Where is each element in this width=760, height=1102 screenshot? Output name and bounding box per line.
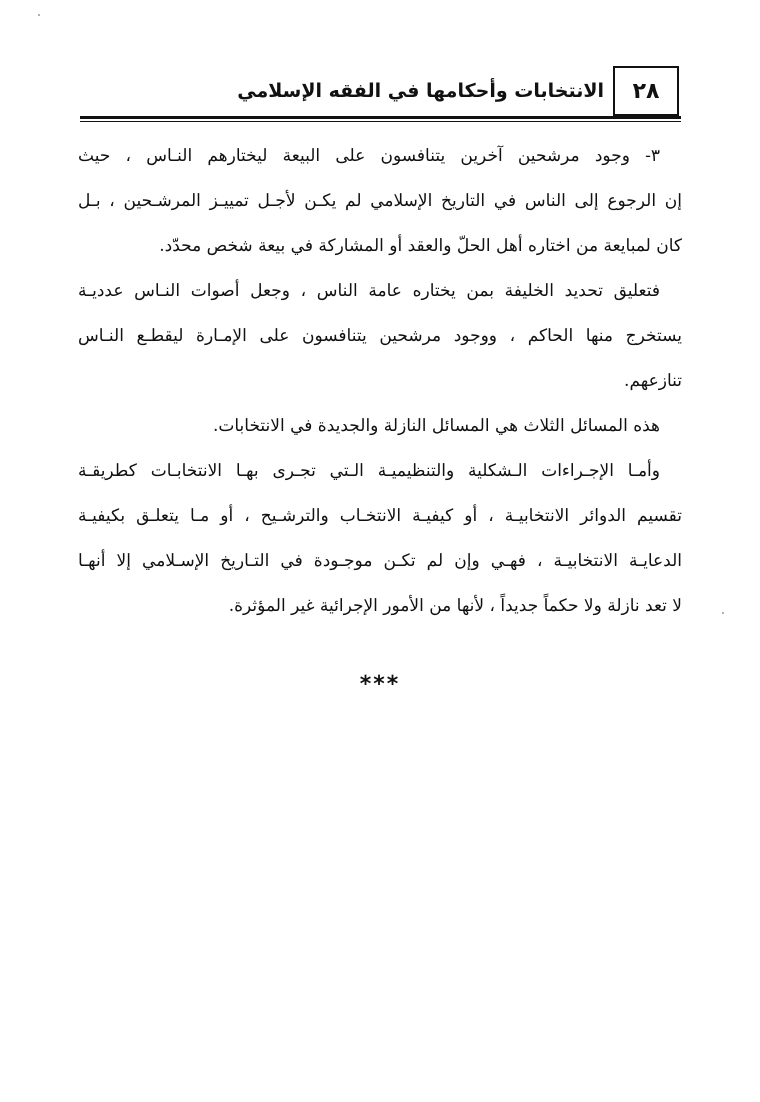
text-line: الدعايـة الانتخابيـة ، فهـي وإن لم تكـن موجـودة في التـاريخ الإسـلامي إلا أنهـا [78,551,682,571]
text-line: تقسيم الدوائر الانتخابيـة ، أو كيفيـة الانتخـاب والترشـيح ، أو مـا يتعلـق بكيفيـة [78,506,682,526]
text-line: لا تعد نازلة ولا حكماً جديداً ، لأنها من الأمور الإجرائية غير المؤثرة. [228,596,682,616]
text-line: كان لمبايعة من اختاره أهل الحلّ والعقد أو المشاركة في بيعة شخص محدّد. [159,236,682,256]
body-text [78,134,682,629]
text-line: ٣- وجود مرشحين آخرين يتنافسون على البيعة ليختارهم النـاس ، حيث [78,146,660,166]
header-rule-thin [80,121,681,122]
paragraph-3 [78,404,682,449]
paragraph-1 [78,134,682,269]
text-line: وأمـا الإجـراءات الـشكلية والتنظيميـة الـتي تجـرى بهـا الانتخابـات كطريقـة [78,461,660,481]
page-number: ٢٨ [632,78,660,104]
paragraph-4 [78,449,682,629]
running-title: الانتخابات وأحكامها في الفقه الإسلامي [237,80,604,102]
scan-speck [38,14,40,16]
section-separator: *** [359,672,401,697]
text-line: هذه المسائل الثلاث هي المسائل النازلة والجديدة في الانتخابات. [212,416,660,436]
text-line: إن الرجوع إلى الناس في التاريخ الإسلامي لم يكـن لأجـل تمييـز المرشـحين ، بـل [78,191,682,211]
text-line: يستخرج منها الحاكم ، ووجود مرشحين يتنافسون على الإمـارة ليقطـع النـاس [78,326,682,346]
header-rule-thick [80,116,681,119]
scan-speck [722,612,724,614]
text-line: تنازعهم. [624,371,682,391]
paragraph-2 [78,269,682,404]
page-header [80,66,681,120]
text-line: فتعليق تحديد الخليفة بمن يختاره عامة الناس ، وجعل أصوات النـاس عدديـة [78,281,660,301]
page-number-box [613,66,679,116]
